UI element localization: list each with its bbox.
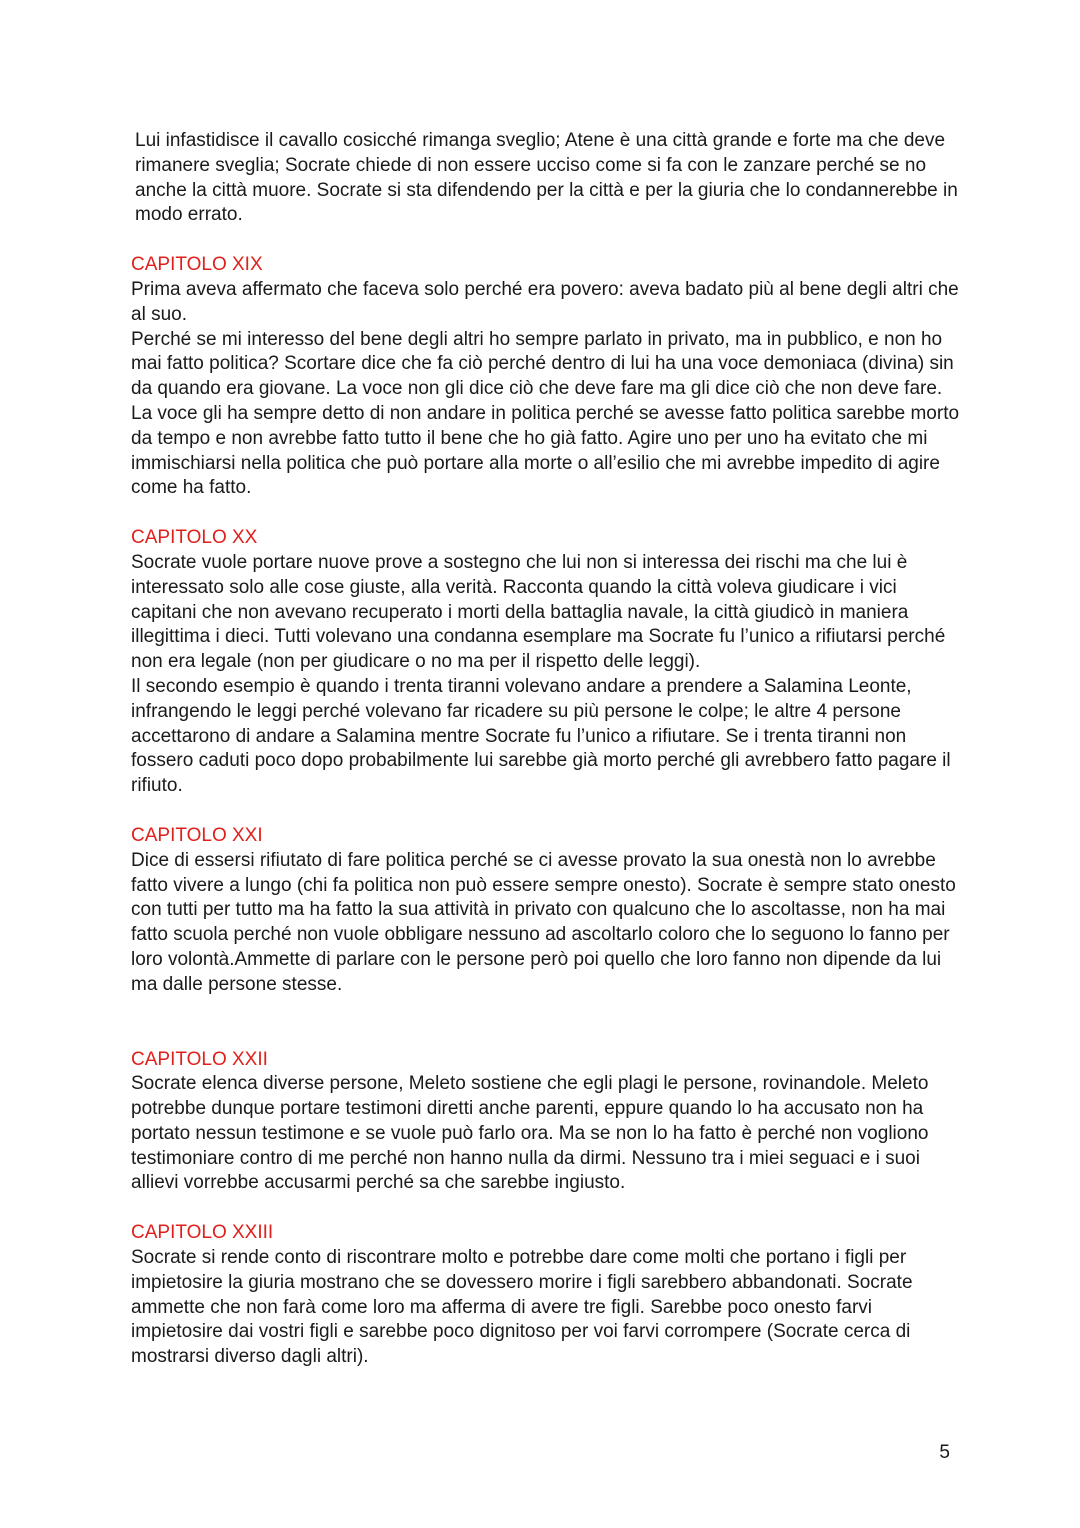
chapter-heading: CAPITOLO XX	[131, 527, 258, 549]
chapter-heading: CAPITOLO XIX	[131, 254, 263, 276]
page-number: 5	[939, 1442, 950, 1463]
chapter-paragraph: Socrate si rende conto di riscontrare molto e potrebbe dare come molti che portano i figli per impietosire la giuria mostrano che se dovessero morire i figli sarebbero abbandonati. Socrate ammette che non farà come loro ma afferma di avere tre figli. Sarebbe poco onesto farvi impietosire dai vostri figli e sarebbe poco dignitoso per voi farvi corrompere (Socrate cerca di mostrarsi diverso dagli altri).	[131, 1247, 913, 1368]
chapter-xxii	[131, 1048, 961, 1197]
chapter-paragraph: Socrate elenca diverse persone, Meleto sostiene che egli plagi le persone, rovinandole. Meleto potrebbe dunque portare testimoni diretti anche parenti, eppure quando lo ha accusato non ha portato nessun testimone e se vuole può farlo ora. Ma se non lo ha fatto è perché non vogliono testimoniare contro di me perché non hanno nulla da dirmi. Nessuno tra i miei seguaci e i suoi allievi vorrebbe accusarmi perché sa che sarebbe ingiusto.	[131, 1073, 929, 1194]
chapter-xxi	[131, 824, 961, 998]
chapter-heading: CAPITOLO XXIII	[131, 1222, 274, 1244]
chapter-paragraph: Prima aveva affermato che faceva solo perché era povero: aveva badato più al bene degli altri che al suo.	[131, 278, 959, 325]
chapter-heading: CAPITOLO XXI	[131, 824, 263, 846]
chapter-xix	[131, 253, 961, 501]
chapter-xx	[131, 526, 961, 799]
chapter-paragraph: Dice di essersi rifiutato di fare politica perché se ci avesse provato la sua onestà non lo avrebbe fatto vivere a lungo (chi fa politica non può essere sempre onesto). Socrate è sempre stato onesto con tutti per tutto ma ha fatto la sua attività in privato con qualcuno che lo ascoltasse, non ha mai fatto scuola perché non vuole obbligare nessuno ad ascoltarlo coloro che lo seguono lo fanno per loro volontà.Ammette di parlare con le persone però poi quello che loro fanno non dipende da lui ma dalle persone stesse.	[131, 849, 956, 995]
chapter-paragraph: Il secondo esempio è quando i trenta tiranni volevano andare a prendere a Salamina Leonte, infrangendo le leggi perché volevano far ricadere su più persone le colpe; le altre 4 persone accettarono di andare a Salamina mentre Socrate fu l’unico a rifiutare. Se i trenta tiranni non fossero caduti poco dopo probabilmente lui sarebbe già morto perché gli avrebbero fatto pagare il rifiuto.	[131, 675, 951, 797]
chapter-paragraph: Perché se mi interesso del bene degli altri ho sempre parlato in privato, ma in pubblico, e non ho mai fatto politica? Scortare dice che fa ciò perché dentro di lui ha una voce demoniaca (divina) sin da quando era giovane. La voce non gli dice ciò che deve fare ma gli dice ciò che non deve fare. La voce gli ha sempre detto di non andare in politica perché se avesse fatto politica sarebbe morto da tempo e non avrebbe fatto tutto il bene che ho già fatto. Agire uno per uno ha evitato che mi immischiarsi nella politica che può portare alla morte o all’esilio che mi avrebbe impedito di agire come ha fatto.	[131, 328, 960, 499]
chapter-heading: CAPITOLO XXII	[131, 1048, 268, 1070]
intro-paragraph: Lui infastidisce il cavallo cosicché rimanga sveglio; Atene è una città grande e forte ma che deve rimanere sveglia; Socrate chiede di non essere ucciso come si fa con le zanzare perché se no anche la città muore. Socrate si sta difendendo per la città e per la giuria che lo condannerebbe in modo errato.	[135, 130, 958, 226]
chapter-paragraph: Socrate vuole portare nuove prove a sostegno che lui non si interessa dei rischi ma che lui è interessato solo alle cose giuste, alla verità. Racconta quando la città voleva giudicare i vici capitani che non avevano recuperato i morti della battaglia navale, la città giudicò in maniera illegittima i dieci. Tutti volevano una condanna esemplare ma Socrate fu l’unico a rifiutarsi perché non era legale (non per giudicare o no ma per il rispetto delle leggi).	[131, 551, 946, 673]
chapter-xxiii	[131, 1221, 961, 1370]
page-body	[131, 129, 961, 1370]
